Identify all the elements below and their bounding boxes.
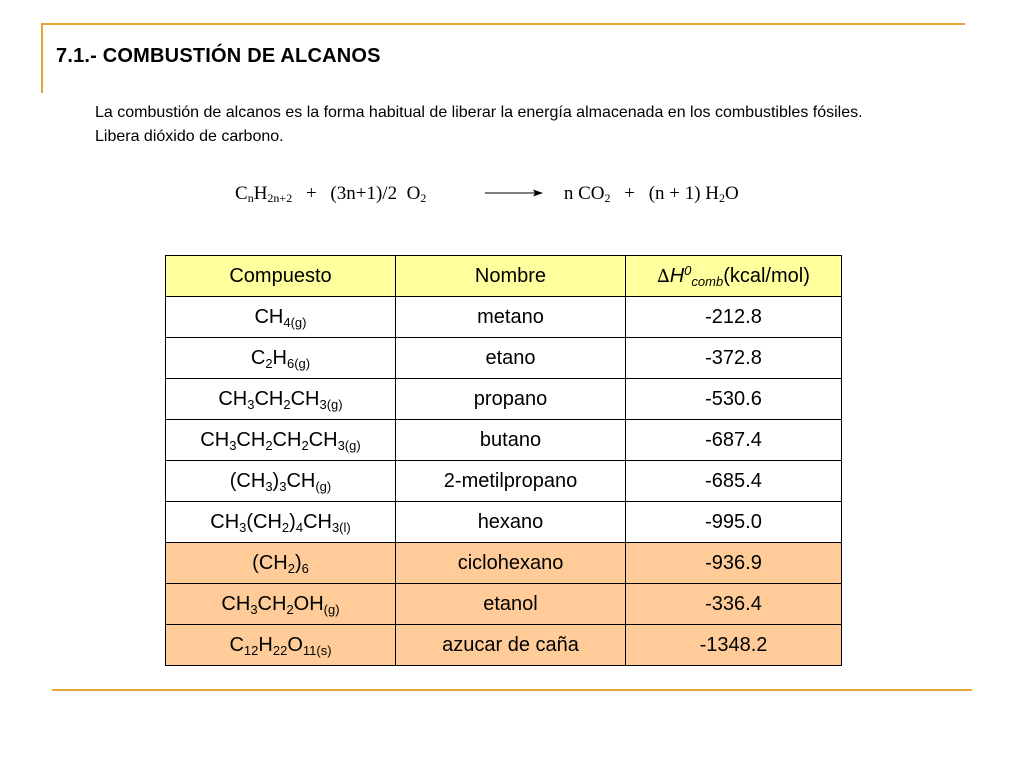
table-row	[166, 461, 842, 502]
eq-h2o-coefficient: (n + 1) H	[648, 183, 720, 204]
formula-subscript: 3	[279, 478, 287, 494]
formula-part: CH	[210, 510, 240, 533]
slide-title: 7.1.- COMBUSTIÓN DE ALCANOS	[56, 45, 381, 67]
top-rule	[41, 23, 965, 25]
formula-part: OH	[293, 592, 324, 615]
combustion-table	[165, 255, 842, 666]
formula-subscript: 3	[265, 478, 273, 494]
enthalpy-sup: 0	[684, 262, 692, 278]
eq-plus-2: +	[624, 183, 635, 204]
formula-part: O	[287, 633, 303, 656]
formula-part: )	[272, 469, 280, 492]
table-row	[166, 584, 842, 625]
cell-compuesto	[166, 502, 396, 543]
formula-part: H	[258, 633, 273, 656]
eq-hydrogen-sub: 2n+2	[267, 191, 293, 205]
eq-carbon-sub: n	[247, 191, 254, 205]
cell-enthalpy: -212.8	[626, 297, 842, 338]
cell-nombre: etano	[396, 338, 626, 379]
formula-subscript: 4(g)	[283, 314, 307, 330]
cell-compuesto	[166, 379, 396, 420]
formula-subscript: 3	[250, 601, 258, 617]
formula-subscript: 12	[243, 642, 259, 658]
cell-nombre: ciclohexano	[396, 543, 626, 584]
eq-plus-1: +	[305, 183, 317, 204]
formula-subscript: 3(g)	[319, 396, 343, 412]
header-compuesto: Compuesto	[166, 256, 396, 297]
formula-subscript: 3	[247, 396, 255, 412]
formula-subscript: 4	[295, 519, 304, 535]
eq-carbon: C	[235, 183, 248, 204]
formula-part: CH	[272, 428, 302, 451]
formula-subscript: (g)	[323, 601, 340, 617]
formula-subscript: 22	[272, 642, 288, 658]
formula-part: CH	[200, 428, 230, 451]
cell-enthalpy: -685.4	[626, 461, 842, 502]
formula-subscript: 11(s)	[302, 642, 332, 658]
eq-oxygen: O	[406, 183, 421, 204]
cell-compuesto	[166, 584, 396, 625]
formula-subscript: 6(g)	[287, 355, 311, 371]
table-row	[166, 420, 842, 461]
formula-subscript: 3	[229, 437, 237, 453]
cell-enthalpy: -336.4	[626, 584, 842, 625]
formula-subscript: 3(g)	[337, 437, 361, 453]
table-row	[166, 297, 842, 338]
formula-subscript: 2	[265, 355, 273, 371]
bottom-rule	[52, 689, 972, 691]
eq-hydrogen: H	[253, 183, 268, 204]
formula-subscript: 2	[283, 396, 291, 412]
enthalpy-h: H	[669, 264, 685, 287]
cell-nombre: 2-metilpropano	[396, 461, 626, 502]
delta-symbol: ∆	[657, 265, 670, 287]
cell-nombre: hexano	[396, 502, 626, 543]
formula-part: CH	[303, 510, 332, 533]
eq-h2o-oxygen: O	[725, 183, 739, 204]
left-rule	[41, 23, 43, 93]
formula-subscript: 3	[239, 519, 247, 535]
table-row	[166, 379, 842, 420]
cell-nombre: butano	[396, 420, 626, 461]
formula-part: (CH	[246, 510, 282, 533]
cell-nombre: etanol	[396, 584, 626, 625]
eq-product-co2: n CO	[563, 183, 605, 204]
eq-o2-coefficient: (3n+1)/2	[330, 183, 398, 204]
cell-enthalpy: -936.9	[626, 543, 842, 584]
header-nombre: Nombre	[396, 256, 626, 297]
intro-paragraph: La combustión de alcanos es la forma habitual de liberar la energía almacenada en los combustibles fósiles. Libera dióxido de carbono.	[95, 104, 863, 145]
formula-subscript: (g)	[315, 478, 332, 494]
table-header-row	[166, 256, 842, 297]
formula-subscript: 2	[301, 437, 309, 453]
cell-nombre: azucar de caña	[396, 625, 626, 666]
table-row	[166, 338, 842, 379]
header-enthalpy	[626, 256, 842, 297]
formula-part: CH	[308, 428, 338, 451]
cell-enthalpy: -995.0	[626, 502, 842, 543]
table-row	[166, 625, 842, 666]
formula-part: CH	[286, 469, 316, 492]
combustion-equation	[235, 183, 739, 215]
formula-part: CH	[254, 305, 284, 328]
formula-subscript: 3(l)	[331, 519, 351, 535]
formula-part: C	[229, 633, 244, 656]
eq-co2-sub: 2	[604, 191, 611, 205]
formula-part: CH	[290, 387, 320, 410]
cell-nombre: metano	[396, 297, 626, 338]
formula-part: )	[289, 510, 296, 533]
cell-compuesto	[166, 420, 396, 461]
formula-part: CH	[257, 592, 287, 615]
arrow-right-icon	[485, 187, 543, 199]
formula-part: C	[250, 346, 266, 369]
eq-oxygen-sub: 2	[420, 191, 427, 205]
enthalpy-sub: comb	[691, 273, 724, 289]
cell-compuesto	[166, 297, 396, 338]
formula-part: CH	[221, 592, 251, 615]
formula-part: CH	[236, 428, 266, 451]
cell-enthalpy: -687.4	[626, 420, 842, 461]
formula-subscript: 2	[281, 519, 290, 535]
table-row	[166, 543, 842, 584]
formula-part: CH	[254, 387, 284, 410]
formula-subscript: 6	[301, 560, 309, 576]
cell-enthalpy: -372.8	[626, 338, 842, 379]
formula-part: (CH	[229, 469, 266, 492]
enthalpy-unit: (kcal/mol)	[723, 264, 810, 287]
formula-part: )	[294, 551, 302, 574]
table-row	[166, 502, 842, 543]
cell-compuesto	[166, 461, 396, 502]
formula-subscript: 2	[286, 601, 294, 617]
cell-enthalpy: -530.6	[626, 379, 842, 420]
formula-subscript: 2	[287, 560, 295, 576]
cell-compuesto	[166, 625, 396, 666]
formula-part: H	[272, 346, 287, 369]
formula-part: (CH	[252, 551, 288, 574]
cell-compuesto	[166, 543, 396, 584]
cell-enthalpy: -1348.2	[626, 625, 842, 666]
cell-compuesto	[166, 338, 396, 379]
cell-nombre: propano	[396, 379, 626, 420]
eq-h2o-sub: 2	[719, 191, 726, 205]
formula-subscript: 2	[265, 437, 273, 453]
formula-part: CH	[218, 387, 248, 410]
